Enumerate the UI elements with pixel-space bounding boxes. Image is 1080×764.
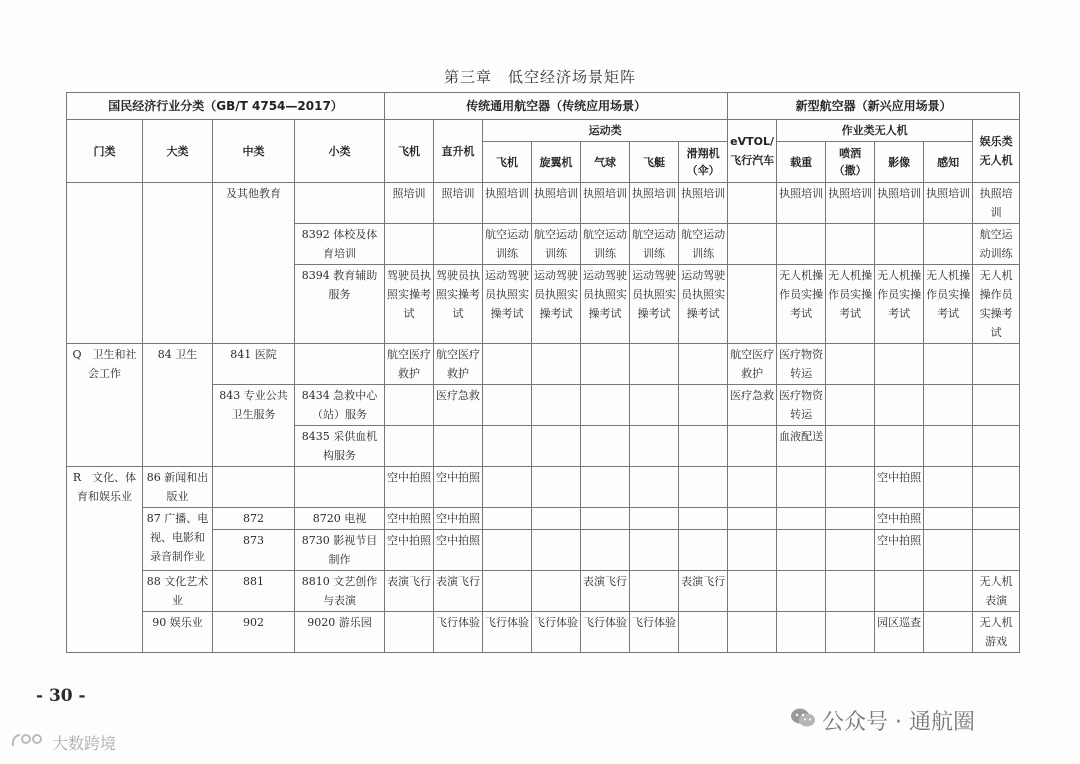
scenario-matrix-table — [66, 92, 1020, 653]
table-cell: 驾驶员执照实操考试 — [385, 265, 434, 344]
table-cell: 医疗急救 — [728, 385, 777, 426]
table-cell: 8394 教育辅助服务 — [295, 265, 385, 344]
table-cell: 医疗物资转运 — [777, 344, 826, 385]
table-cell: 无人机操作员实操考试 — [875, 265, 924, 344]
table-cell: 86 新闻和出版业 — [143, 467, 213, 508]
table-cell: 航空运动训练 — [973, 224, 1020, 265]
table-cell — [581, 467, 630, 508]
table-cell — [434, 224, 483, 265]
table-cell: 飞行体验 — [483, 612, 532, 653]
table-cell — [777, 571, 826, 612]
table-cell: 执照培训 — [630, 183, 679, 224]
table-cell: 运动驾驶员执照实操考试 — [679, 265, 728, 344]
table-cell — [924, 426, 973, 467]
table-cell: 873 — [213, 530, 295, 571]
table-cell: 无人机游戏 — [973, 612, 1020, 653]
brand-watermark — [10, 731, 116, 754]
table-cell: 航空运动训练 — [581, 224, 630, 265]
table-cell: 空中拍照 — [434, 530, 483, 571]
table-cell — [924, 508, 973, 530]
brand-label: 大数跨境 — [52, 734, 117, 753]
table-cell: 8730 影视节目制作 — [295, 530, 385, 571]
table-cell — [483, 508, 532, 530]
table-cell — [67, 183, 143, 344]
table-cell — [679, 426, 728, 467]
table-cell: 运动驾驶员执照实操考试 — [581, 265, 630, 344]
table-cell — [973, 508, 1020, 530]
table-cell: 902 — [213, 612, 295, 653]
table-cell: 执照培训 — [483, 183, 532, 224]
table-cell — [385, 224, 434, 265]
header-sport-airship: 飞艇 — [630, 142, 679, 183]
table-cell — [728, 224, 777, 265]
table-cell — [875, 426, 924, 467]
table-cell — [777, 224, 826, 265]
table-cell — [295, 344, 385, 385]
page-number: - 30 - — [36, 686, 86, 706]
table-cell — [483, 426, 532, 467]
table-cell — [483, 530, 532, 571]
table-cell — [826, 571, 875, 612]
table-cell: 运动驾驶员执照实操考试 — [630, 265, 679, 344]
wechat-label: 公众号 · 通航圈 — [822, 710, 975, 735]
header-evtol: eVTOL/飞行汽车 — [728, 120, 777, 183]
header-new-aircraft: 新型航空器（新兴应用场景） — [728, 93, 1020, 120]
table-cell — [581, 530, 630, 571]
table-cell — [826, 385, 875, 426]
table-cell — [728, 426, 777, 467]
table-cell: 照培训 — [385, 183, 434, 224]
table-cell — [826, 467, 875, 508]
table-cell: 8720 电视 — [295, 508, 385, 530]
table-cell — [728, 183, 777, 224]
table-cell — [826, 426, 875, 467]
brand-logo-icon — [10, 732, 48, 754]
table-cell — [295, 183, 385, 224]
table-cell — [143, 183, 213, 344]
table-cell: 表演飞行 — [581, 571, 630, 612]
table-cell: 无人机操作员实操考试 — [826, 265, 875, 344]
table-cell: 执照培训 — [924, 183, 973, 224]
header-men: 门类 — [67, 120, 143, 183]
table-cell — [630, 571, 679, 612]
header-uav-load: 载重 — [777, 142, 826, 183]
table-cell: 飞行体验 — [434, 612, 483, 653]
table-cell — [532, 508, 581, 530]
table-cell — [483, 344, 532, 385]
table-cell — [777, 508, 826, 530]
table-cell — [679, 612, 728, 653]
table-cell — [630, 467, 679, 508]
table-cell: 841 医院 — [213, 344, 295, 385]
table-cell: 无人机操作员实操考试 — [777, 265, 826, 344]
table-cell — [385, 612, 434, 653]
table-cell — [679, 508, 728, 530]
table-cell: 运动驾驶员执照实操考试 — [532, 265, 581, 344]
table-cell — [532, 344, 581, 385]
table-cell — [213, 467, 295, 508]
table-cell: 运动驾驶员执照实操考试 — [483, 265, 532, 344]
table-cell — [581, 385, 630, 426]
table-cell: 表演飞行 — [385, 571, 434, 612]
table-cell: 84 卫生 — [143, 344, 213, 467]
table-cell — [728, 571, 777, 612]
table-cell — [777, 612, 826, 653]
header-classification: 国民经济行业分类（GB/T 4754—2017） — [67, 93, 385, 120]
table-cell: 空中拍照 — [385, 530, 434, 571]
table-cell: 执照培训 — [532, 183, 581, 224]
header-plane: 飞机 — [385, 120, 434, 183]
table-cell: 表演飞行 — [434, 571, 483, 612]
table-cell — [532, 426, 581, 467]
table-cell: 血液配送 — [777, 426, 826, 467]
table-cell — [826, 530, 875, 571]
table-cell — [875, 385, 924, 426]
table-cell: 执照培训 — [875, 183, 924, 224]
table-cell: 执照培训 — [581, 183, 630, 224]
table-cell: 8810 文艺创作与表演 — [295, 571, 385, 612]
table-cell — [483, 467, 532, 508]
table-cell: 无人机表演 — [973, 571, 1020, 612]
table-cell — [630, 385, 679, 426]
table-cell — [875, 571, 924, 612]
header-sport-gyro: 旋翼机 — [532, 142, 581, 183]
header-uav-group: 作业类无人机 — [777, 120, 973, 142]
table-cell: 90 娱乐业 — [143, 612, 213, 653]
table-cell: 843 专业公共卫生服务 — [213, 385, 295, 467]
table-cell: 航空医疗救护 — [434, 344, 483, 385]
header-heli: 直升机 — [434, 120, 483, 183]
table-cell — [483, 571, 532, 612]
table-cell — [532, 571, 581, 612]
table-cell — [924, 385, 973, 426]
table-cell: 8392 体校及体育培训 — [295, 224, 385, 265]
wechat-icon — [790, 707, 816, 735]
table-cell — [679, 344, 728, 385]
header-sport-plane: 飞机 — [483, 142, 532, 183]
table-cell: 航空运动训练 — [679, 224, 728, 265]
header-uav-spray: 喷洒（撒） — [826, 142, 875, 183]
table-cell: 空中拍照 — [385, 467, 434, 508]
table-cell: 飞行体验 — [532, 612, 581, 653]
header-uav-image: 影像 — [875, 142, 924, 183]
table-cell — [434, 426, 483, 467]
header-xiao: 小类 — [295, 120, 385, 183]
table-cell: 空中拍照 — [385, 508, 434, 530]
header-zhong: 中类 — [213, 120, 295, 183]
table-cell — [532, 467, 581, 508]
table-cell — [826, 224, 875, 265]
table-cell: 医疗物资转运 — [777, 385, 826, 426]
table-row — [67, 508, 1020, 530]
table-cell: 9020 游乐园 — [295, 612, 385, 653]
table-row — [67, 467, 1020, 508]
table-cell: 执照培训 — [826, 183, 875, 224]
table-cell — [973, 530, 1020, 571]
table-row — [67, 612, 1020, 653]
table-cell: 飞行体验 — [630, 612, 679, 653]
chapter-title: 第三章 低空经济场景矩阵 — [443, 68, 636, 86]
table-cell — [728, 467, 777, 508]
table-cell — [728, 265, 777, 344]
table-cell: 8434 急救中心（站）服务 — [295, 385, 385, 426]
table-cell — [728, 530, 777, 571]
table-cell: 园区巡查 — [875, 612, 924, 653]
table-cell: 无人机操作员实操考试 — [924, 265, 973, 344]
table-cell — [532, 385, 581, 426]
table-row — [67, 344, 1020, 385]
table-cell: 空中拍照 — [875, 530, 924, 571]
table-cell: 872 — [213, 508, 295, 530]
table-cell: 空中拍照 — [434, 508, 483, 530]
table-cell: 医疗急救 — [434, 385, 483, 426]
table-cell — [924, 224, 973, 265]
table-cell — [295, 467, 385, 508]
table-cell: 执照培训 — [973, 183, 1020, 224]
header-da: 大类 — [143, 120, 213, 183]
table-row — [67, 571, 1020, 612]
table-cell: 空中拍照 — [875, 508, 924, 530]
table-cell — [973, 467, 1020, 508]
table-cell — [875, 344, 924, 385]
table-cell — [924, 344, 973, 385]
table-cell — [924, 612, 973, 653]
header-sport-glider: 滑翔机（伞） — [679, 142, 728, 183]
table-cell — [679, 530, 728, 571]
table-cell — [679, 385, 728, 426]
table-cell — [581, 508, 630, 530]
table-cell — [630, 426, 679, 467]
table-cell — [826, 612, 875, 653]
table-cell: 驾驶员执照实操考试 — [434, 265, 483, 344]
table-cell: 航空运动训练 — [532, 224, 581, 265]
table-cell: 航空运动训练 — [630, 224, 679, 265]
table-cell: 8435 采供血机构服务 — [295, 426, 385, 467]
table-cell: R 文化、体育和娱乐业 — [67, 467, 143, 653]
table-cell: 空中拍照 — [875, 467, 924, 508]
table-cell — [630, 344, 679, 385]
header-sport-balloon: 气球 — [581, 142, 630, 183]
table-cell: 执照培训 — [679, 183, 728, 224]
header-sport-group: 运动类 — [483, 120, 728, 142]
table-cell: 航空医疗救护 — [385, 344, 434, 385]
table-cell — [385, 385, 434, 426]
table-cell — [875, 224, 924, 265]
table-cell: 88 文化艺术业 — [143, 571, 213, 612]
table-cell — [826, 344, 875, 385]
table-cell: Q 卫生和社会工作 — [67, 344, 143, 467]
table-cell — [924, 467, 973, 508]
table-cell: 照培训 — [434, 183, 483, 224]
table-cell — [973, 426, 1020, 467]
table-cell: 执照培训 — [777, 183, 826, 224]
table-cell — [924, 530, 973, 571]
table-cell — [483, 385, 532, 426]
table-cell — [777, 530, 826, 571]
header-traditional-aircraft: 传统通用航空器（传统应用场景） — [385, 93, 728, 120]
table-cell — [385, 426, 434, 467]
table-cell: 空中拍照 — [434, 467, 483, 508]
table-cell — [532, 530, 581, 571]
table-cell — [973, 385, 1020, 426]
table-cell: 881 — [213, 571, 295, 612]
table-cell: 飞行体验 — [581, 612, 630, 653]
table-cell — [777, 467, 826, 508]
table-cell: 航空医疗救护 — [728, 344, 777, 385]
table-cell — [924, 571, 973, 612]
table-cell — [581, 426, 630, 467]
table-cell — [826, 508, 875, 530]
table-row — [67, 183, 1020, 224]
header-uav-sense: 感知 — [924, 142, 973, 183]
table-cell: 及其他教育 — [213, 183, 295, 344]
wechat-watermark — [790, 705, 975, 736]
table-cell: 表演飞行 — [679, 571, 728, 612]
table-cell — [630, 508, 679, 530]
table-cell — [630, 530, 679, 571]
table-cell — [728, 612, 777, 653]
table-cell — [581, 344, 630, 385]
table-cell: 87 广播、电视、电影和录音制作业 — [143, 508, 213, 571]
table-cell — [973, 344, 1020, 385]
header-entertain: 娱乐类无人机 — [973, 120, 1020, 183]
table-cell: 航空运动训练 — [483, 224, 532, 265]
table-cell — [679, 467, 728, 508]
table-cell — [728, 508, 777, 530]
table-cell: 无人机操作员实操考试 — [973, 265, 1020, 344]
